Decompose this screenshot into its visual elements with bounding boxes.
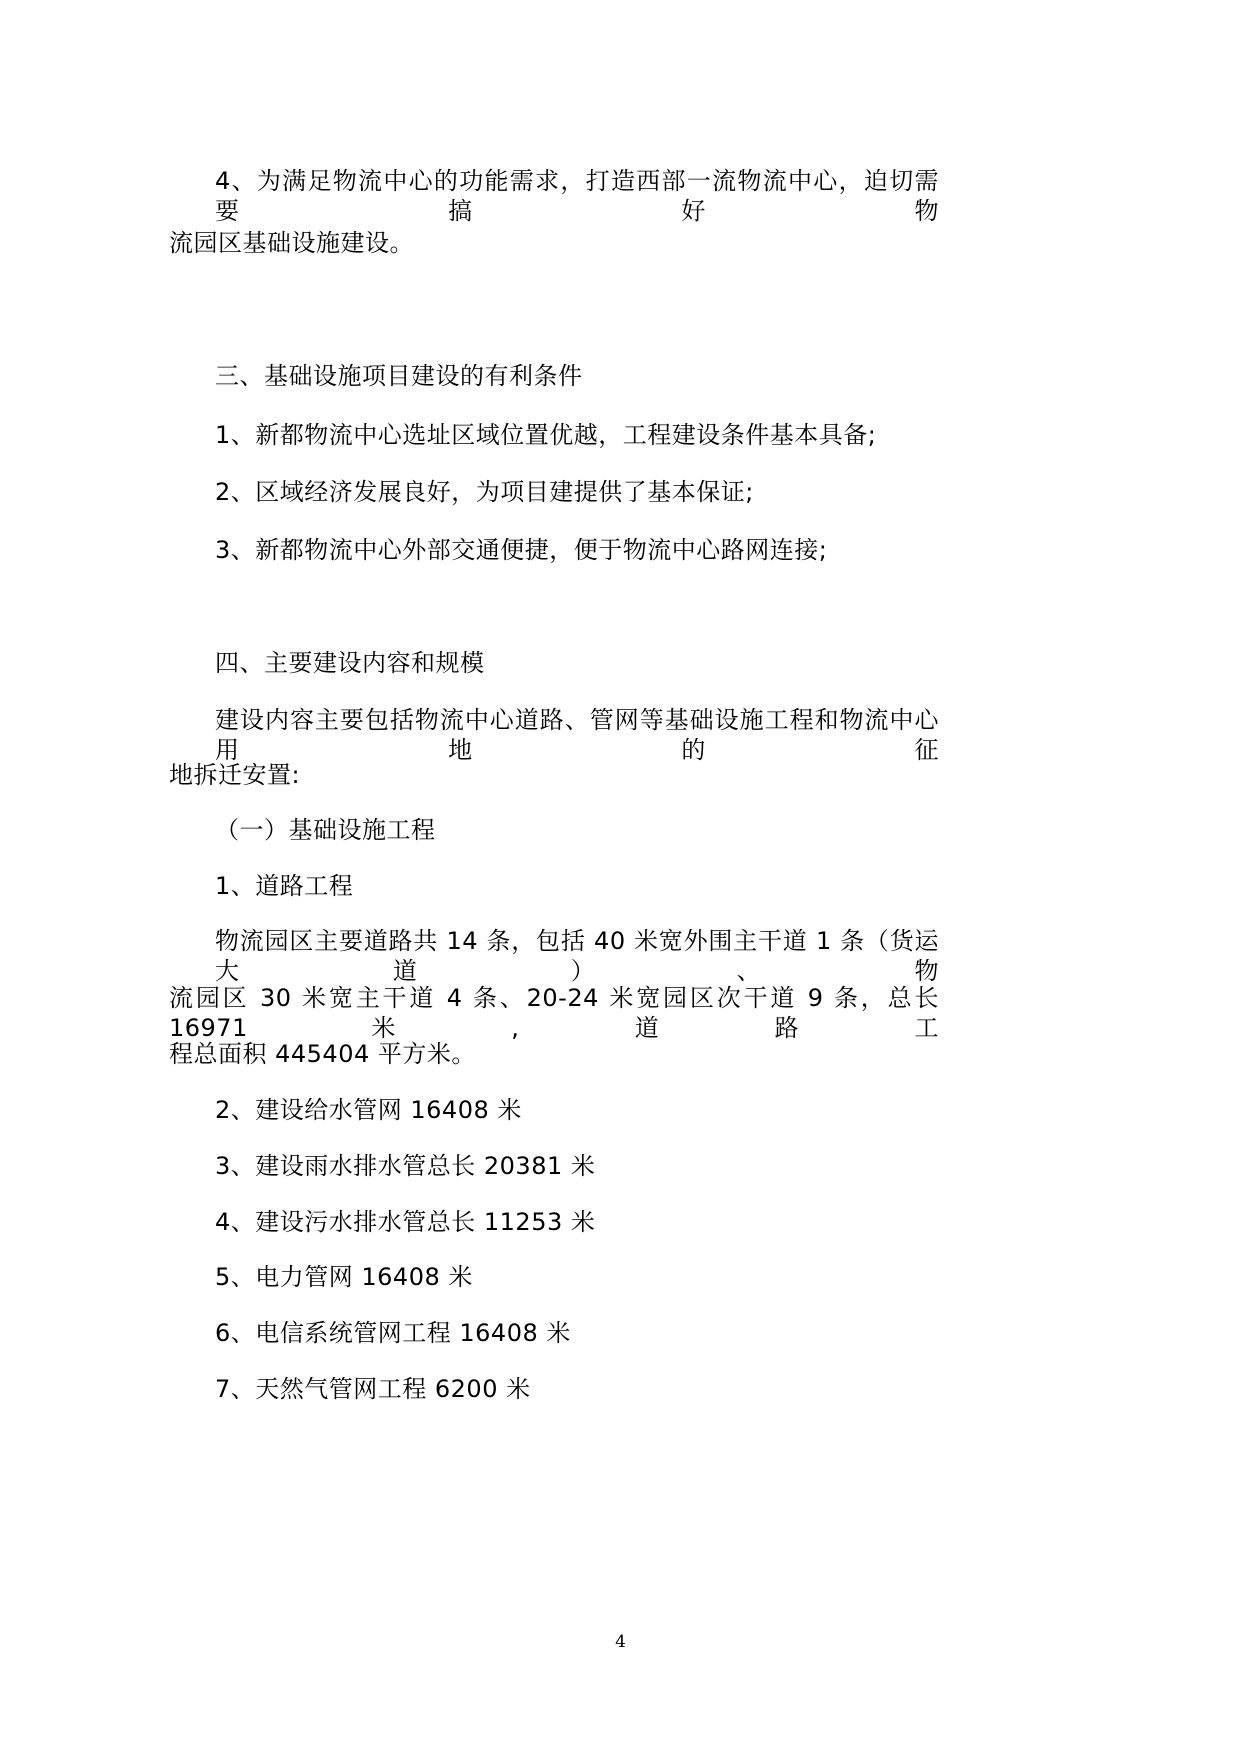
list-item: 5、电力管网 16408 米 xyxy=(215,1263,473,1291)
list-item: 2、建设给水管网 16408 米 xyxy=(215,1096,522,1124)
section-heading: 三、基础设施项目建设的有利条件 xyxy=(215,362,583,390)
list-item: 3、建设雨水排水管总长 20381 米 xyxy=(215,1152,596,1180)
paragraph-line: 程总面积 445404 平方米。 xyxy=(169,1040,476,1068)
subsection-heading: （一）基础设施工程 xyxy=(215,816,436,844)
paragraph-line: 流园区 30 米宽主干道 4 条、20-24 米宽园区次干道 9 条，总长 16971 米,道路工 xyxy=(169,984,939,1042)
list-item: 1、道路工程 xyxy=(215,872,354,900)
list-item: 4、建设污水排水管总长 11253 米 xyxy=(215,1208,596,1236)
section-heading: 四、主要建设内容和规模 xyxy=(215,649,485,677)
paragraph-line: 物流园区主要道路共 14 条，包括 40 米宽外围主干道 1 条（货运大道）、物 xyxy=(215,927,939,985)
list-item: 7、天然气管网工程 6200 米 xyxy=(215,1375,531,1403)
list-item: 2、区域经济发展良好，为项目建提供了基本保证; xyxy=(215,478,754,506)
paragraph-line: 4、为满足物流中心的功能需求，打造西部一流物流中心，迫切需要搞好物 xyxy=(215,167,939,225)
paragraph-line: 地拆迁安置: xyxy=(169,761,301,789)
list-item: 3、新都物流中心外部交通便捷，便于物流中心路网连接; xyxy=(215,536,828,564)
paragraph-line: 流园区基础设施建设。 xyxy=(169,229,414,257)
paragraph-line: 建设内容主要包括物流中心道路、管网等基础设施工程和物流中心用地的征 xyxy=(215,706,939,764)
list-item: 6、电信系统管网工程 16408 米 xyxy=(215,1319,571,1347)
page-number: 4 xyxy=(615,1632,626,1652)
list-item: 1、新都物流中心选址区域位置优越，工程建设条件基本具备; xyxy=(215,421,877,449)
